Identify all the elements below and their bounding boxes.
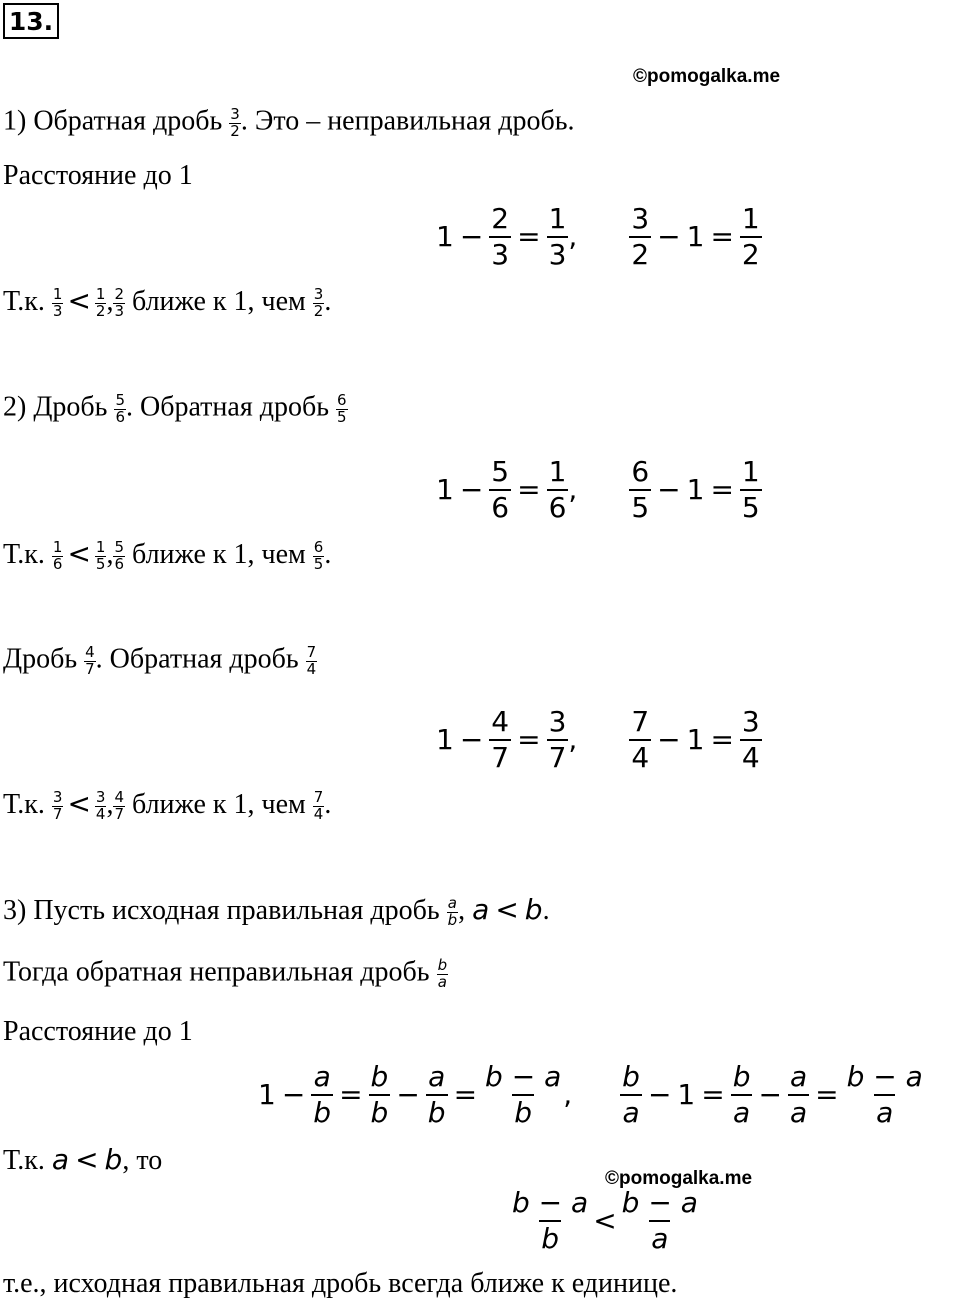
part2b-line1: Дробь $\frac{4}{7}$ . Обратная дробь $\frac{7}{4}$ (3, 643, 317, 678)
part3-equation: 1 − $\frac{a}{b}$ = $\frac{b}{b}$ − $\frac{a}{b}$ = $\frac{b - a}{b}$ , b a − 1 = $\frac{b}{a}$ − $\frac{a}{a}$ = $\frac{b - a}{a}$ (258, 1060, 923, 1129)
part3-line1: 3) Пусть исходная правильная дробь $\frac{a}{b}$ , a < b. (3, 893, 550, 930)
part1-line1 (3, 107, 575, 140)
part3-since: Т.к. a < b, то (3, 1143, 163, 1176)
problem-number: 13. (3, 3, 59, 39)
part2a-line1: 2) Дробь $\frac{5}{6}$ . Обратная дробь $\frac{6}{5}$ (3, 391, 347, 426)
fraction: $\frac{2}{3}$ (491, 202, 510, 271)
part3-distance-label: Расстояние до 1 (3, 1016, 193, 1047)
part1-line1-suffix: . Это – неправильная дробь. (240, 105, 575, 137)
fraction: $\frac{3}{2}$ (230, 105, 240, 140)
part1-line1-prefix: 1) Обратная дробь (3, 105, 230, 137)
fraction: $\frac{1}{2}$ (741, 202, 760, 271)
part3-line2: Тогда обратная неправильная дробь $\frac{b}{a}$ (3, 956, 448, 991)
part1-distance-label: Расстояние до 1 (3, 160, 193, 191)
part2b-equation: 1 − $\frac{4}{7}$ = $\frac{3}{7}$ , 7 4 − 1 = $\frac{3}{4}$ (436, 705, 760, 774)
fraction: $\frac{1}{3}$ (548, 202, 567, 271)
part2b-since: Т.к. $\frac{3}{7}$ < $\frac{3}{4}$ , $\frac{4}{7}$ ближе к 1, чем $\frac{7}{4}$ . (3, 787, 332, 824)
part1-since: Т.к. $\frac{1}{3}$ < $\frac{1}{2}$ , $\frac{2}{3}$ ближе к 1, чем $\frac{3}{2}$ . (3, 284, 332, 321)
part2a-equation: 1 − $\frac{5}{6}$ = $\frac{1}{6}$ , 6 5 − 1 = $\frac{1}{5}$ (436, 455, 760, 524)
part1-equation: 1 − $\frac{2}{3}$ = $\frac{1}{3}$ , 3 2 − 1 = $\frac{1}{2}$ (436, 202, 760, 271)
fraction: 3 2 (631, 202, 650, 271)
part2a-since: Т.к. $\frac{1}{6}$ < $\frac{1}{5}$ , $\frac{5}{6}$ ближе к 1, чем $\frac{6}{5}$ . (3, 537, 332, 574)
part3-inequality: b − a b < b − a a (512, 1186, 698, 1255)
part3-conclusion: т.е., исходная правильная дробь всегда ближе к единице. (3, 1268, 678, 1299)
watermark-top: ©pomogalka.me (633, 66, 781, 87)
watermark-bottom: ©pomogalka.me (605, 1168, 753, 1189)
